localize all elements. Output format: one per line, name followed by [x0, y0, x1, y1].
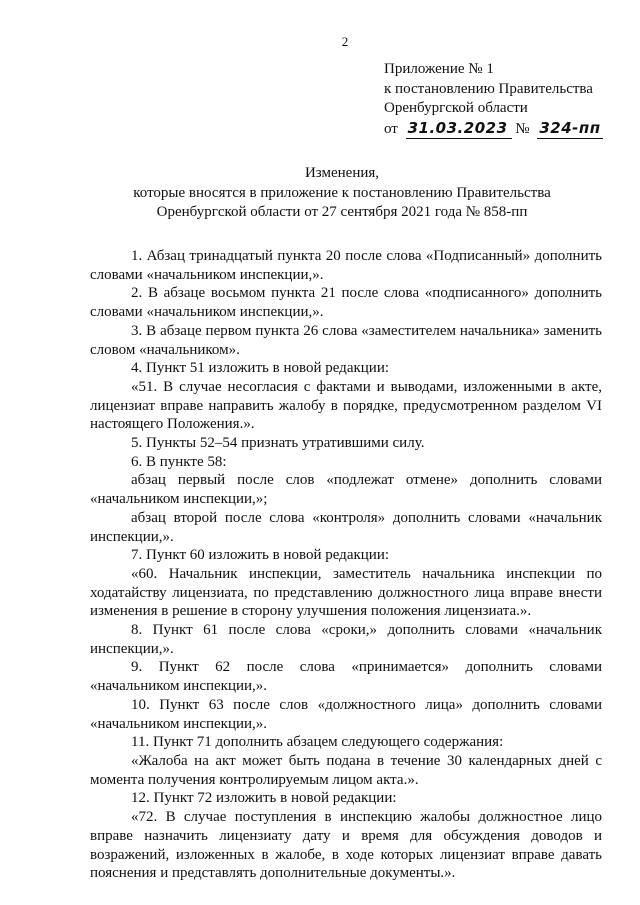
handwritten-date: 31.03.2023 [406, 119, 512, 140]
appendix-title: Приложение № 1 [384, 61, 494, 77]
paragraph-14: 10. Пункт 63 после слов «должностного лица» дополнить словами «начальником инспекции,». [90, 696, 602, 732]
paragraph-10: 7. Пункт 60 изложить в новой редакции: [131, 547, 390, 564]
appendix-region: Оренбургской области [384, 100, 528, 116]
handwritten-number: 324-пп [537, 119, 602, 140]
paragraph-18: «72. В случае поступления в инспекцию жалобы должностное лицо вправе назначить лицензиату дату и время для обсуждения доводов и возражений, изложенных в жалобе, в ходе которых лицензиат вправе давать пояснения и представлять дополнительные документы.». [90, 809, 602, 882]
paragraph-11: «60. Начальник инспекции, заместитель начальника инспекции по ходатайству лицензиата, по представлению должностного лица вправе внести изменения в решение в сторону улучшения положения лицензиата.». [90, 565, 602, 620]
date-prefix: от [384, 120, 398, 137]
paragraph-6: 5. Пункты 52–54 признать утратившими силу. [131, 435, 425, 452]
paragraph-1: 1. Абзац тринадцатый пункта 20 после слова «Подписанный» дополнить словами «начальником инспекции,». [90, 248, 602, 283]
paragraph-3: 3. В абзаце первом пункта 26 слова «заместителем начальника» заменить словом «начальником». [90, 322, 602, 358]
paragraph-12: 8. Пункт 61 после слова «сроки,» дополнить словами «начальник инспекции,». [90, 622, 602, 657]
paragraph-13: 9. Пункт 62 после слова «принимается» дополнить словами «начальником инспекции,». [90, 659, 602, 695]
document-title [90, 164, 594, 223]
paragraph-16: «Жалоба на акт может быть подана в течение 30 календарных дней с момента получения контролируемым лицом акта.». [90, 752, 602, 788]
appendix-date-line [384, 119, 624, 140]
number-sign: № [515, 120, 530, 137]
paragraph-8: абзац первый после слов «подлежат отмене» дополнить словами «начальником инспекции,»; [90, 472, 602, 508]
paragraph-15: 11. Пункт 71 дополнить абзацем следующего содержания: [131, 734, 504, 751]
paragraph-4: 4. Пункт 51 изложить в новой редакции: [131, 360, 390, 377]
document-body [90, 247, 602, 883]
page-number: 2 [341, 34, 349, 49]
title-line-2: которые вносятся в приложение к постановлению Правительства [133, 184, 551, 201]
title-line-1: Изменения, [304, 165, 380, 181]
appendix-reference: к постановлению Правительства [384, 80, 593, 97]
paragraph-5: «51. В случае несогласия с фактами и выводами, изложенными в акте, лицензиат вправе направить жалобу в порядке, предусмотренном разделом VI настоящего Положения.». [90, 378, 602, 433]
title-line-3: Оренбургской области от 27 сентября 2021 года № 858-пп [156, 204, 528, 220]
paragraph-17: 12. Пункт 72 изложить в новой редакции: [131, 790, 397, 807]
paragraph-9: абзац второй после слова «контроля» дополнить словами «начальник инспекции,». [90, 509, 602, 545]
paragraph-7: 6. В пункте 58: [131, 453, 227, 470]
paragraph-2: 2. В абзаце восьмом пункта 21 после слова «подписанного» дополнить словами «начальником инспекции,». [90, 285, 602, 321]
appendix-header [384, 60, 624, 139]
